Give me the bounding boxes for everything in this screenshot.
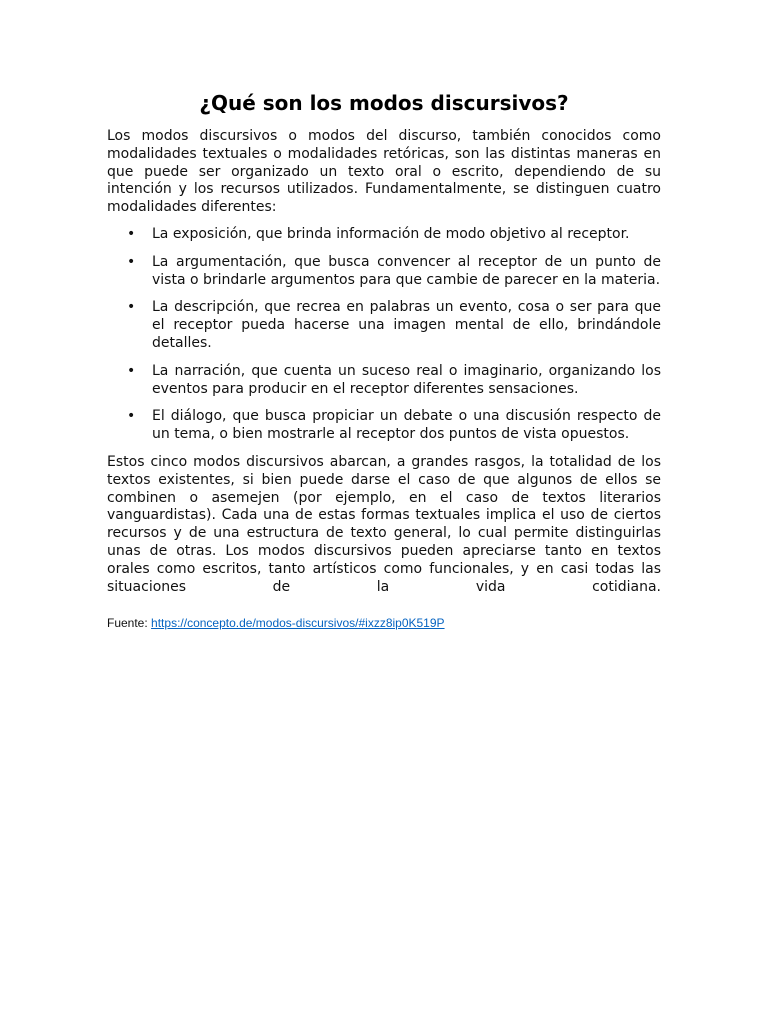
document-body (107, 88, 661, 631)
list-item (107, 408, 661, 444)
list-item-text: La descripción, que recrea en palabras un evento, cosa o ser para que el receptor pueda hacerse una imagen mental de ello, brindándole detalles. (152, 299, 661, 351)
bullet-icon: • (127, 253, 136, 270)
intro-paragraph: Los modos discursivos o modos del discurso, también conocidos como modalidades textuales o modalidades retóricas, son las distintas maneras en que puede ser organizado un texto oral o escrito, dependiendo de su intención y los recursos utilizados. Fundamentalmente, se distinguen cuatro modalidades diferentes: (107, 128, 661, 216)
closing-paragraph: Estos cinco modos discursivos abarcan, a grandes rasgos, la totalidad de los textos existentes, si bien puede darse el caso de que algunos de ellos se combinen o asemejen (por ejemplo, en el caso de textos literarios vanguardistas). Cada una de estas formas textuales implica el uso de ciertos recursos y de una estructura de texto general, lo cual permite distinguirlas unas de otras. Los modos discursivos pueden apreciarse tanto en textos orales como escritos, tanto artísticos como funcionales, y en casi todas las situaciones de la vida cotidiana. (107, 453, 661, 595)
modalities-list (107, 226, 661, 444)
list-item (107, 226, 661, 244)
document-title: ¿Qué son los modos discursivos? (199, 91, 569, 115)
bullet-icon: • (127, 225, 136, 242)
list-item-text: La narración, que cuenta un suceso real o imaginario, organizando los eventos para producir en el receptor diferentes sensaciones. (152, 362, 661, 397)
list-item-text: La argumentación, que busca convencer al receptor de un punto de vista o brindarle argumentos para que cambie de parecer en la materia. (152, 253, 661, 288)
bullet-icon: • (127, 299, 136, 316)
bullet-icon: • (127, 408, 136, 425)
source-label: Fuente: (107, 616, 148, 631)
list-item-text: La exposición, que brinda información de modo objetivo al receptor. (152, 225, 630, 242)
list-item (107, 254, 661, 290)
list-item-text: El diálogo, que busca propiciar un debate o una discusión respecto de un tema, o bien mostrarle al receptor dos puntos de vista opuestos. (152, 408, 661, 443)
source-link[interactable]: https://concepto.de/modos-discursivos/#ixzz8ip0K519P (151, 616, 445, 631)
source-line (107, 615, 661, 631)
list-item (107, 363, 661, 399)
list-item (107, 299, 661, 352)
bullet-icon: • (127, 362, 136, 379)
